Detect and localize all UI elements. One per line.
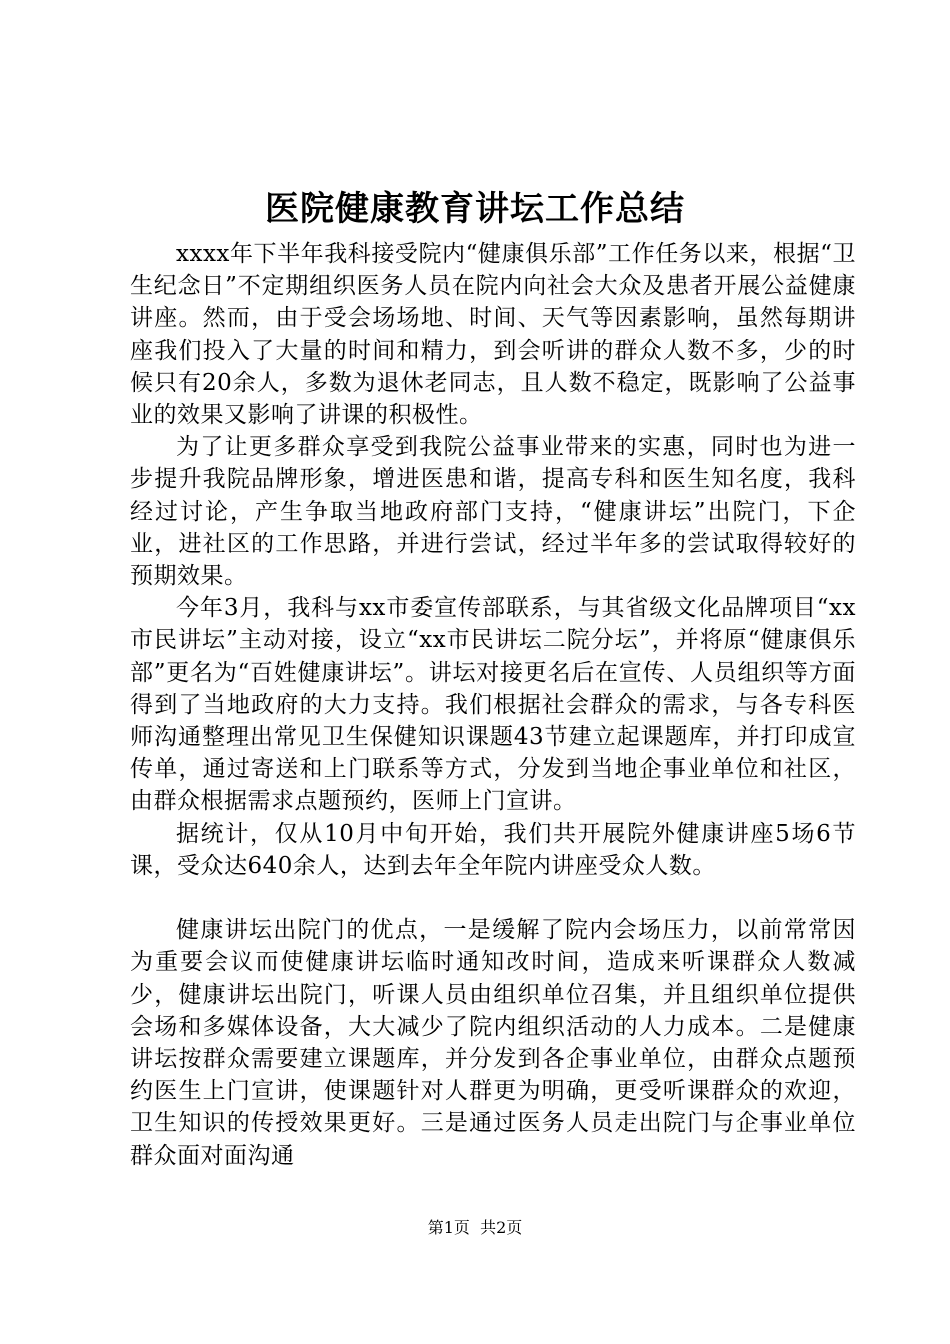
page-total: 共2页 [480, 1218, 523, 1237]
paragraph-1: xxxx年下半年我科接受院内“健康俱乐部”工作任务以来，根据“卫生纪念日”不定期组织医务人员在院内向社会大众及患者开展公益健康讲座。然而，由于受会场场地、时间、天气等因素影响，虽然每期讲座我们投入了大量的时间和精力，到会听讲的群众人数不多，少的时候只有20余人，多数为退休老同志，且人数不稳定，既影响了公益事业的效果又影响了讲课的积极性。 [130, 241, 856, 429]
document-title: 医院健康教育讲坛工作总结 [265, 189, 685, 229]
paragraph-2: 为了让更多群众享受到我院公益事业带来的实惠，同时也为进一步提升我院品牌形象，增进医患和谐，提高专科和医生知名度，我科经过讨论，产生争取当地政府部门支持，“健康讲坛”出院门，下企业，进社区的工作思路，并进行尝试，经过半年多的尝试取得较好的预期效果。 [130, 434, 856, 590]
paragraph-3: 今年3月，我科与xx市委宣传部联系，与其省级文化品牌项目“xx市民讲坛”主动对接，设立“xx市民讲坛二院分坛”，并将原“健康俱乐部”更名为“百姓健康讲坛”。讲坛对接更名后在宣传、人员组织等方面得到了当地政府的大力支持。我们根据社会群众的需求，与各专科医师沟通整理出常见卫生保健知识课题43节建立起课题库，并打印成宣传单，通过寄送和上门联系等方式，分发到当地企事业单位和社区，由群众根据需求点题预约，医师上门宣讲。 [130, 595, 856, 815]
paragraph-5: 健康讲坛出院门的优点，一是缓解了院内会场压力，以前常常因为重要会议而使健康讲坛临时通知改时间，造成来听课群众人数减少，健康讲坛出院门，听课人员由组织单位召集，并且组织单位提供会场和多媒体设备，大大减少了院内组织活动的人力成本。二是健康讲坛按群众需要建立课题库，并分发到各企事业单位，由群众点题预约医生上门宣讲，使课题针对人群更为明确，更受听课群众的欢迎，卫生知识的传授效果更好。三是通过医务人员走出院门与企事业单位群众面对面沟通 [130, 917, 856, 1169]
paragraph-4: 据统计，仅从10月中旬开始，我们共开展院外健康讲座5场6节课，受众达640余人，达到去年全年院内讲座受众人数。 [130, 820, 856, 879]
page-footer [0, 1217, 950, 1239]
page-number: 第1页 [427, 1218, 470, 1237]
paragraph-spacer [130, 882, 856, 914]
footer-separator [470, 1218, 480, 1237]
document-body [130, 238, 856, 1172]
